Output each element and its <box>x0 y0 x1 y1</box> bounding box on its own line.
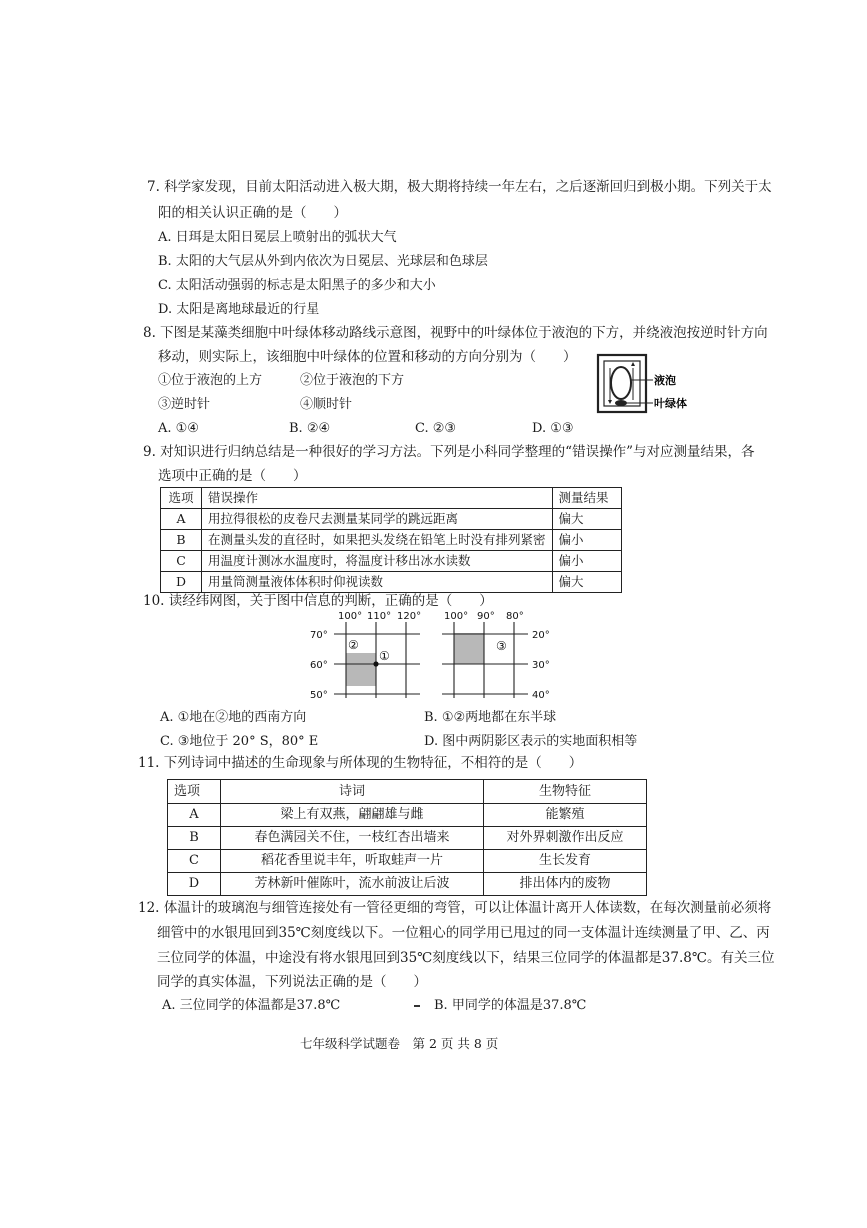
table-header-row <box>168 780 647 804</box>
table-cell: C <box>168 850 221 873</box>
point-3-label: ③ <box>496 639 507 653</box>
q10-option-a: A. ①地在②地的西南方向 <box>160 710 307 725</box>
q11-stem: 11. 下列诗词中描述的生命现象与所体现的生物特征，不相符的是（ ） <box>138 755 583 771</box>
q10-option-d: D. 图中两阴影区表示的实地面积相等 <box>424 734 638 749</box>
map1-lat-label: 50° <box>310 690 328 700</box>
chloroplast-shape <box>615 400 627 406</box>
table-cell: D <box>161 572 202 593</box>
table-cell: 芳林新叶催陈叶，流水前波让后波 <box>221 873 484 896</box>
map1-lon-label: 120° <box>397 611 422 622</box>
shaded-area-1 <box>346 653 376 686</box>
table-cell: 偏小 <box>552 530 621 551</box>
q7-stem-line2: 阳的相关认识正确的是（ ） <box>158 205 347 221</box>
chloroplast-label: 叶绿体 <box>654 397 687 410</box>
scan-speck <box>414 1005 420 1007</box>
q8-option-a: A. ①④ <box>158 421 199 436</box>
table-cell: 稻花香里说丰年，听取蛙声一片 <box>221 850 484 873</box>
q11-table <box>167 779 647 896</box>
q10-option-b: B. ①②两地都在东半球 <box>424 710 557 725</box>
table-cell: 偏大 <box>552 572 621 593</box>
table-cell: D <box>168 873 221 896</box>
table-cell: 在测量头发的直径时，如果把头发绕在铅笔上时没有排列紧密 <box>202 530 553 551</box>
table-cell: B <box>168 827 221 850</box>
q7-stem-line1: 7. 科学家发现，目前太阳活动进入极大期，极大期将持续一年左右，之后逐渐回归到极小期。下列关于太 <box>147 179 772 195</box>
graticule-map-1 <box>300 608 430 700</box>
q12-option-a: A. 三位同学的体温都是37.8℃ <box>162 998 341 1013</box>
q8-statement-4: ④顺时针 <box>300 397 353 412</box>
q7-option-b: B. 太阳的大气层从外到内依次为日冕层、光球层和色球层 <box>158 254 488 269</box>
table-row <box>161 551 622 572</box>
map1-lat-label: 60° <box>310 660 328 671</box>
point-1-label: ① <box>379 649 390 663</box>
table-cell: A <box>161 509 202 530</box>
table-row <box>168 873 647 896</box>
q12-stem-line3: 三位同学的体温，中途没有将水银甩回到35℃刻度线以下，结果三位同学的体温都是37.8℃。有关三位 <box>157 950 775 966</box>
map2-lat-label: 20° <box>532 630 550 641</box>
q12-stem-line1: 12. 体温计的玻璃泡与细管连接处有一管径更细的弯管，可以让体温计离开人体读数，在每次测量前必须将 <box>138 900 772 916</box>
q12-stem-line4: 同学的真实体温，下列说法正确的是（ ） <box>157 974 427 990</box>
table-header-cell: 错误操作 <box>202 488 553 509</box>
page-footer: 七年级科学试题卷 第 2 页 共 8 页 <box>300 1036 499 1051</box>
table-row <box>161 572 622 593</box>
table-header-cell: 测量结果 <box>552 488 621 509</box>
point-2-label: ② <box>348 638 359 652</box>
q7-option-a: A. 日珥是太阳日冕层上喷射出的弧状大气 <box>158 230 397 245</box>
q10-option-c: C. ③地位于 20° S，80° E <box>160 734 319 749</box>
q8-statement-2: ②位于液泡的下方 <box>300 373 405 388</box>
table-row <box>161 530 622 551</box>
q12-stem-line2: 细管中的水银甩回到35℃刻度线以下。一位粗心的同学用已甩过的同一支体温计连续测量了甲、乙、丙 <box>157 925 770 941</box>
table-header-cell: 选项 <box>161 488 202 509</box>
q8-statement-3: ③逆时针 <box>158 397 211 412</box>
table-header-cell: 诗词 <box>221 780 484 804</box>
table-cell: 梁上有双燕，翩翩雄与雌 <box>221 804 484 827</box>
map2-lat-label: 30° <box>532 660 550 671</box>
q9-stem-line1: 9. 对知识进行归纳总结是一种很好的学习方法。下列是小科同学整理的“错误操作”与对应测量结果，各 <box>143 444 755 460</box>
graticule-map-2 <box>432 608 562 700</box>
table-cell: A <box>168 804 221 827</box>
cell-diagram <box>595 352 725 417</box>
table-cell: 春色满园关不住，一枝红杏出墙来 <box>221 827 484 850</box>
table-header-cell: 选项 <box>168 780 221 804</box>
q7-option-d: D. 太阳是离地球最近的行星 <box>158 302 320 317</box>
map1-lon-label: 100° <box>338 611 363 622</box>
table-header-row <box>161 488 622 509</box>
map2-lon-label: 80° <box>506 611 524 622</box>
table-row <box>168 804 647 827</box>
point-1-dot <box>373 661 378 666</box>
map2-lon-label: 90° <box>477 611 495 622</box>
shaded-area-2 <box>454 633 484 664</box>
q9-table <box>160 487 622 593</box>
map1-lat-label: 70° <box>310 630 328 641</box>
q8-option-b: B. ②④ <box>289 421 331 436</box>
table-header-cell: 生物特征 <box>484 780 647 804</box>
q8-statement-1: ①位于液泡的上方 <box>158 373 263 388</box>
q8-stem-line1: 8. 下图是某藻类细胞中叶绿体移动路线示意图，视野中的叶绿体位于液泡的下方，并绕液泡按逆时针方向 <box>143 325 768 341</box>
table-row <box>168 827 647 850</box>
q8-option-d: D. ①③ <box>532 421 574 436</box>
table-cell: 用拉得很松的皮卷尺去测量某同学的跳远距离 <box>202 509 553 530</box>
vacuole-shape <box>611 367 631 399</box>
table-cell: 生长发育 <box>484 850 647 873</box>
table-row <box>168 850 647 873</box>
q12-option-b: B. 甲同学的体温是37.8℃ <box>434 998 587 1013</box>
map2-lon-label: 100° <box>444 611 469 622</box>
q9-stem-line2: 选项中正确的是（ ） <box>158 468 307 484</box>
table-cell: C <box>161 551 202 572</box>
table-cell: B <box>161 530 202 551</box>
table-cell: 用温度计测冰水温度时，将温度计移出冰水读数 <box>202 551 553 572</box>
map1-lon-label: 110° <box>367 611 392 622</box>
table-cell: 能繁殖 <box>484 804 647 827</box>
table-cell: 用量筒测量液体体积时仰视读数 <box>202 572 553 593</box>
table-cell: 排出体内的废物 <box>484 873 647 896</box>
q10-stem: 10. 读经纬网图，关于图中信息的判断，正确的是（ ） <box>143 593 493 609</box>
q8-stem-line2: 移动，则实际上，该细胞中叶绿体的位置和移动的方向分别为（ ） <box>158 349 577 365</box>
table-cell: 对外界刺激作出反应 <box>484 827 647 850</box>
vacuole-label: 液泡 <box>654 374 676 387</box>
map2-lat-label: 40° <box>532 690 550 700</box>
table-row <box>161 509 622 530</box>
table-cell: 偏大 <box>552 509 621 530</box>
q8-option-c: C. ②③ <box>415 421 457 436</box>
table-cell: 偏小 <box>552 551 621 572</box>
q7-option-c: C. 太阳活动强弱的标志是太阳黑子的多少和大小 <box>158 278 436 293</box>
